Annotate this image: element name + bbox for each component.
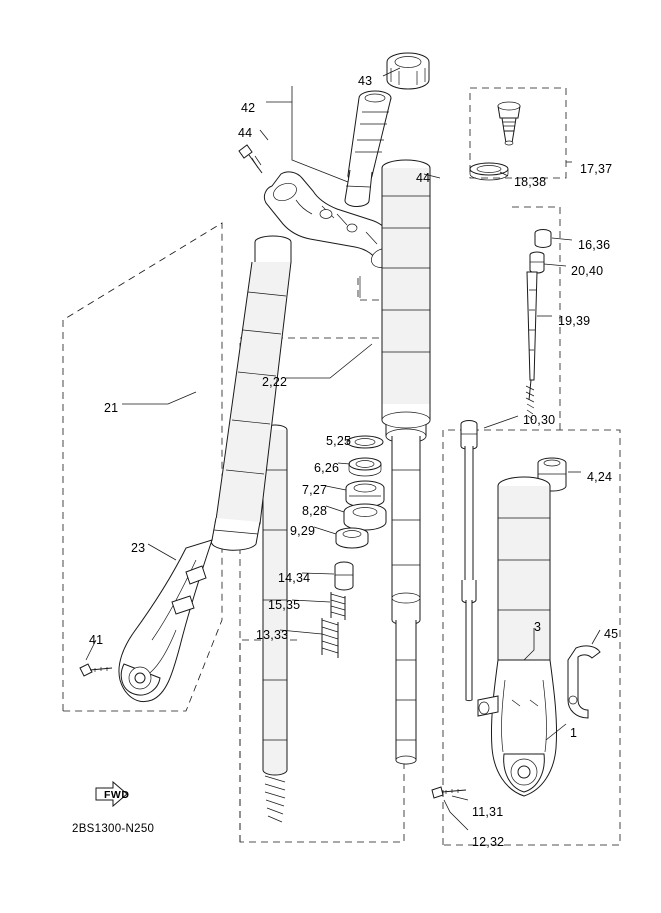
callout-16-36: 16,36 [578, 238, 611, 252]
part-oring-18-38 [470, 163, 508, 180]
callout-10-30: 10,30 [523, 413, 556, 427]
callout-8-28: 8,28 [302, 504, 328, 518]
callout-43: 43 [358, 74, 373, 88]
callout-14-34: 14,34 [278, 571, 311, 585]
callout-9-29: 9,29 [290, 524, 316, 538]
diagram-part-code: 2BS1300-N250 [72, 823, 155, 835]
part-outer-tube-3 [498, 477, 550, 677]
callout-18-38: 18,38 [514, 175, 547, 189]
part-slider-1 [478, 660, 557, 796]
part-damper-rod-10-30 [461, 421, 477, 701]
part-bolt-11-31 [432, 787, 466, 798]
part-inner-tube-2-22 [382, 160, 430, 764]
callout-13-33: 13,33 [256, 628, 289, 642]
part-damper-spacer-20-40 [530, 252, 544, 273]
callout-45: 45 [604, 627, 619, 641]
callout-41: 41 [89, 633, 104, 647]
part-spring-15-35 [331, 592, 345, 620]
part-oil-seal-7-27 [346, 481, 384, 507]
callout-21: 21 [104, 401, 119, 415]
callout-15-35: 15,35 [268, 598, 301, 612]
callout-1: 1 [570, 726, 578, 740]
callout-7-27: 7,27 [302, 483, 328, 497]
callout-12-32: 12,32 [472, 835, 505, 849]
part-bolt-41 [80, 664, 112, 676]
part-cap-bolt-17-37 [498, 102, 520, 145]
part-dust-seal-8-28 [344, 504, 386, 530]
callout-42: 42 [241, 101, 256, 115]
fwd-label: FWD [104, 789, 130, 801]
callout-11-31: 11,31 [472, 805, 504, 819]
callout-19-39: 19,39 [558, 314, 591, 328]
part-damper-cap-16-36 [535, 230, 551, 248]
callout-2-22: 2,22 [262, 375, 288, 389]
part-collar-14-34 [335, 562, 353, 590]
part-bushing-9-29 [336, 528, 368, 548]
part-washer-5-25 [347, 436, 383, 448]
callout-4-24: 4,24 [587, 470, 613, 484]
part-ring-6-26 [349, 458, 381, 476]
part-center-slim-rod [263, 425, 287, 822]
callout-20-40: 20,40 [571, 264, 604, 278]
callout-5-25: 5,25 [326, 434, 352, 448]
part-damper-rod-19-39 [526, 272, 537, 420]
callout-6-26: 6,26 [314, 461, 340, 475]
part-left-slider-23 [119, 540, 212, 702]
callout-44-right: 44 [416, 171, 431, 185]
callout-3: 3 [534, 620, 542, 634]
callout-44-left: 44 [238, 126, 253, 140]
part-spring-13-33 [322, 618, 338, 658]
part-bracket-45 [568, 646, 600, 718]
callout-17-37: 17,37 [580, 162, 613, 176]
callout-23: 23 [131, 541, 146, 555]
part-pinch-bolt-44-left [239, 145, 262, 173]
